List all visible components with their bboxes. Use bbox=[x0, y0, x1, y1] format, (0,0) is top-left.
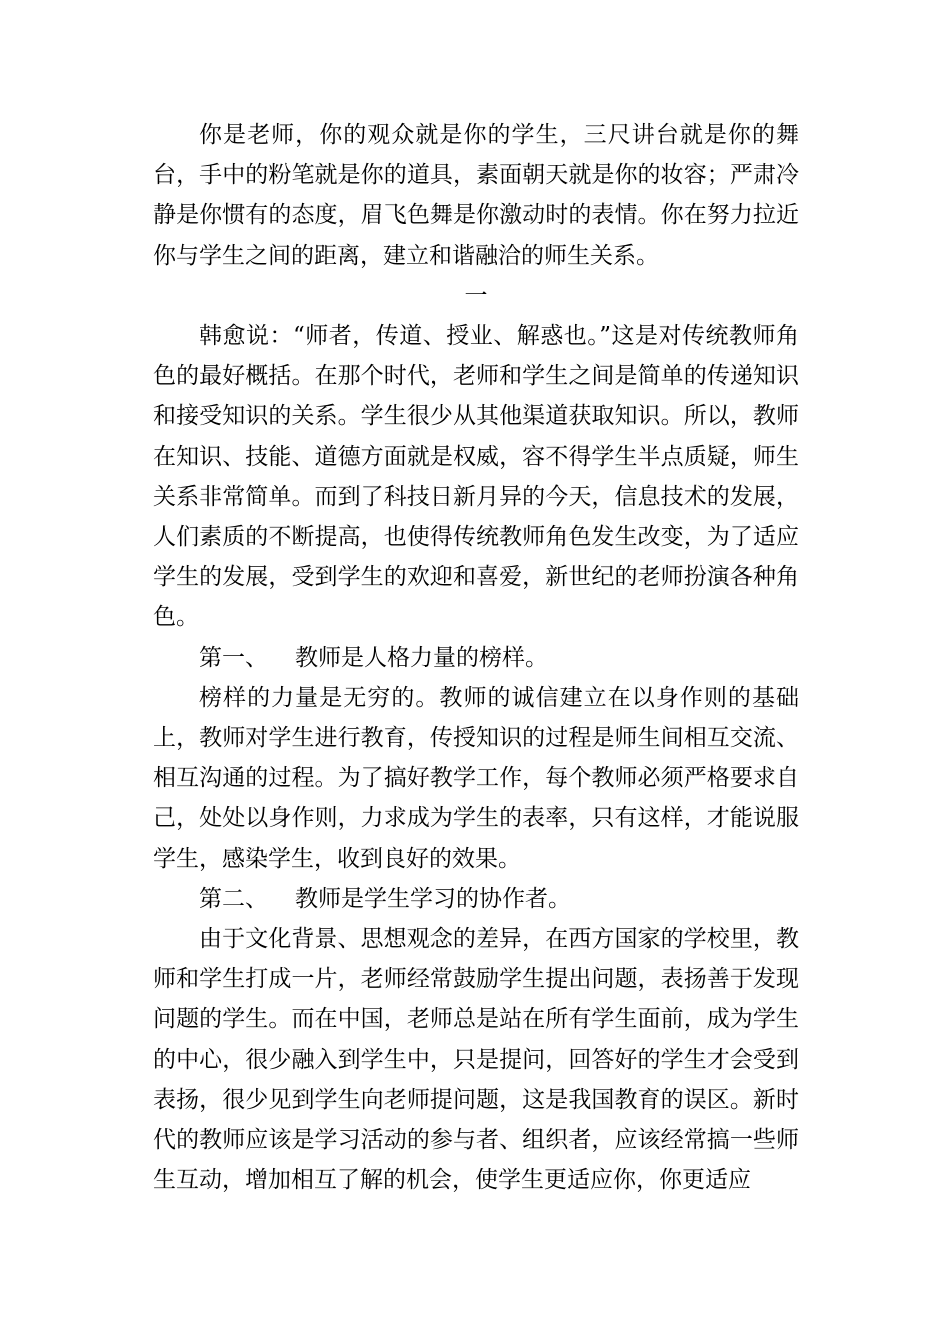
heading-first bbox=[153, 638, 799, 678]
heading-first-text: 教师是人格力量的榜样。 bbox=[295, 644, 548, 671]
paragraph-han-yu: 韩愈说：“师者，传道、授业、解惑也。”这是对传统教师角色的最好概括。在那个时代，老师和学生之间是简单的传递知识和接受知识的关系。学生很少从其他渠道获取知识。所以，教师在知识、技能、道德方面就是权威，容不得学生半点质疑，师生关系非常简单。而到了科技日新月异的今天，信息技术的发展，人们素质的不断提高，也使得传统教师角色发生改变，为了适应学生的发展，受到学生的欢迎和喜爱，新世纪的老师扮演各种角色。 bbox=[153, 323, 799, 631]
paragraph-collaborator: 由于文化背景、思想观念的差异，在西方国家的学校里，教师和学生打成一片，老师经常鼓励学生提出问题，表扬善于发现问题的学生。而在中国，老师总是站在所有学生面前，成为学生的中心，很少融入到学生中，只是提问，回答好的学生才会受到表扬，很少见到学生向老师提问题，这是我国教育的误区。新时代的教师应该是学习活动的参与者、组织者，应该经常搞一些师生互动，增加相互了解的机会，使学生更适应你，你更适应 bbox=[153, 926, 799, 1194]
section-mark: 一 bbox=[464, 282, 488, 309]
heading-first-number: 第一、 bbox=[199, 644, 268, 671]
paragraph-role-model: 榜样的力量是无穷的。教师的诚信建立在以身作则的基础上，教师对学生进行教育，传授知识的过程是师生间相互交流、相互沟通的过程。为了搞好教学工作，每个教师必须严格要求自己，处处以身作则，力求成为学生的表率，只有这样，才能说服学生，感染学生，收到良好的效果。 bbox=[153, 684, 799, 872]
document-body bbox=[153, 115, 799, 1200]
heading-second-number: 第二、 bbox=[199, 885, 268, 912]
heading-second bbox=[153, 879, 799, 919]
heading-second-text: 教师是学生学习的协作者。 bbox=[295, 885, 571, 912]
intro-paragraph: 你是老师，你的观众就是你的学生，三尺讲台就是你的舞台，手中的粉笔就是你的道具，素面朝天就是你的妆容；严肃冷静是你惯有的态度，眉飞色舞是你激动时的表情。你在努力拉近你与学生之间的距离，建立和谐融洽的师生关系。 bbox=[153, 122, 799, 269]
